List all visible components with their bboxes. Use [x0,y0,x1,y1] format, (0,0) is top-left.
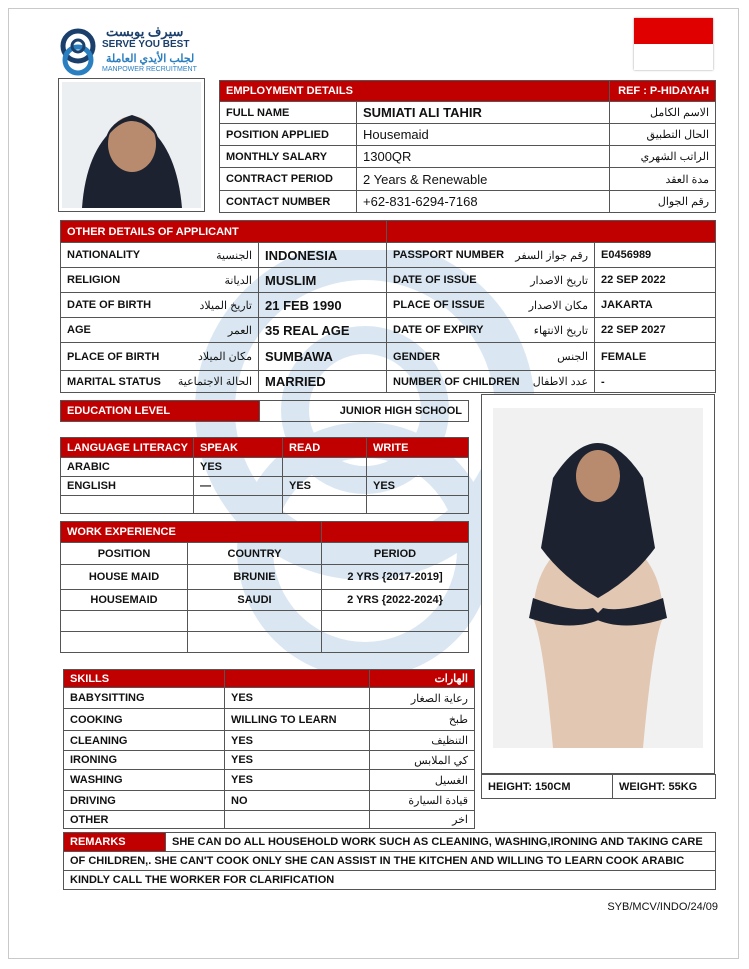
religion-arabic: الديانة [224,274,252,287]
gender-arabic: الجنس [557,351,589,363]
passport-number-value: E0456989 [595,243,716,268]
period-column-header: PERIOD [322,543,469,565]
language-literacy-table [60,437,469,514]
contract-period-arabic: مدة العقد [610,168,716,191]
passport-number-arabic: رقم جواز السفر [515,249,589,262]
speak-header: SPEAK [194,438,283,458]
language-empty [61,496,194,514]
height-value: HEIGHT: 150CM [482,775,613,799]
logo-icon [56,28,100,78]
language-arabic: ARABIC [61,458,194,477]
english-read: YES [283,477,367,496]
date-of-birth-arabic: تاريخ الميلاد [199,299,252,312]
indonesia-flag-icon [634,18,713,70]
education-level-value: JUNIOR HIGH SCHOOL [260,401,469,422]
company-logo [56,24,206,80]
language-english: ENGLISH [61,477,194,496]
place-of-birth-label: PLACE OF BIRTH [67,350,160,363]
date-of-issue-value: 22 SEP 2022 [595,268,716,293]
language-empty-speak [194,496,283,514]
skill-cooking-value: WILLING TO LEARN [225,709,370,731]
skill-babysitting-value: YES [225,688,370,709]
logo-sub: MANPOWER RECRUITMENT [102,66,197,73]
position-applied-arabic: الحال التطبيق [610,124,716,146]
position-applied-label: POSITION APPLIED [220,124,357,146]
date-of-birth-label: DATE OF BIRTH [67,299,152,311]
skills-header-arabic: الهارات [370,670,475,688]
skill-driving-arabic: قيادة السيارة [370,791,475,811]
work-experience-table [60,521,469,653]
skill-washing: WASHING [64,770,225,791]
employment-details-header: EMPLOYMENT DETAILS [220,81,610,102]
position-applied-value: Housemaid [357,124,610,146]
place-of-birth-arabic: مكان الميلاد [197,351,252,363]
education-level-label: EDUCATION LEVEL [61,401,260,422]
marital-status-value: MARRIED [259,371,387,393]
date-of-expiry-label: DATE OF EXPIRY [393,324,484,336]
skill-other-arabic: اخر [370,811,475,829]
place-of-issue-label: PLACE OF ISSUE [393,299,485,311]
monthly-salary-arabic: الراتب الشهري [610,146,716,168]
age-value: 35 REAL AGE [259,318,387,343]
write-header: WRITE [367,438,469,458]
number-of-children-arabic: عدد الاطفال [532,376,589,388]
place-of-issue-arabic: مكان الاصدار [528,299,589,312]
logo-arabic-sub: لجلب الأيدي العاملة [106,53,195,65]
face-photo-image [62,82,201,208]
work-country [188,611,322,632]
english-speak: — [194,477,283,496]
full-photo-image [493,408,703,748]
date-of-expiry-arabic: تاريخ الانتهاء [533,324,589,337]
other-details-header: OTHER DETAILS OF APPLICANT [61,221,387,243]
contract-period-label: CONTRACT PERIOD [220,168,357,191]
skill-washing-value: YES [225,770,370,791]
work-position [61,611,188,632]
date-of-issue-arabic: تاريخ الاصدار [530,274,589,287]
document-reference-code: SYB/MCV/INDO/24/09 [607,901,718,913]
logo-name: SERVE YOU BEST [102,39,190,50]
work-experience-header: WORK EXPERIENCE [61,522,322,543]
skill-other-value [225,811,370,829]
work-position [61,632,188,653]
work-period: 2 YRS {2022-2024} [322,590,469,611]
work-period [322,632,469,653]
remarks-label: REMARKS [64,833,166,852]
applicant-full-photo [481,394,715,774]
language-empty-write [367,496,469,514]
contract-period-value: 2 Years & Renewable [357,168,610,191]
full-name-label: FULL NAME [220,102,357,124]
skill-cleaning-value: YES [225,731,370,751]
remarks-line-1: SHE CAN DO ALL HOUSEHOLD WORK SUCH AS CLEANING, WASHING,IRONING AND TAKING CARE [166,833,716,852]
remarks-line-2: OF CHILDREN,. SHE CAN'T COOK ONLY SHE CAN ASSIST IN THE KITCHEN AND WILLING TO LEARN COOK ARABIC [64,852,716,871]
nationality-value: INDONESIA [259,243,387,268]
work-position: HOUSEMAID [61,590,188,611]
remarks-table [63,832,716,890]
monthly-salary-value: 1300QR [357,146,610,168]
full-name-value: SUMIATI ALI TAHIR [357,102,610,124]
skill-ironing-arabic: كي الملابس [370,751,475,770]
work-period [322,611,469,632]
monthly-salary-label: MONTHLY SALARY [220,146,357,168]
arabic-read [283,458,367,477]
gender-value: FEMALE [595,343,716,371]
position-column-header: POSITION [61,543,188,565]
skill-cooking: COOKING [64,709,225,731]
english-write: YES [367,477,469,496]
work-position: HOUSE MAID [61,565,188,590]
weight-value: WEIGHT: 55KG [613,775,716,799]
education-table [60,400,469,422]
number-of-children-label: NUMBER OF CHILDREN [393,375,520,388]
arabic-speak: YES [194,458,283,477]
contact-number-label: CONTACT NUMBER [220,191,357,213]
ref-code: REF : P-HIDAYAH [610,81,716,102]
marital-status-label: MARITAL STATUS [67,375,161,388]
place-of-issue-value: JAKARTA [595,293,716,318]
age-arabic: العمر [227,324,252,337]
work-period: 2 YRS {2017-2019] [322,565,469,590]
skill-cleaning: CLEANING [64,731,225,751]
skills-header: SKILLS [64,670,225,688]
religion-value: MUSLIM [259,268,387,293]
remarks-line-3: KINDLY CALL THE WORKER FOR CLARIFICATION [64,871,716,890]
language-literacy-header: LANGUAGE LITERACY [61,438,194,458]
skills-table [63,669,475,829]
religion-label: RELIGION [67,274,121,286]
work-country [188,632,322,653]
skill-cooking-arabic: طبخ [370,709,475,731]
other-details-table [60,220,716,393]
skill-cleaning-arabic: التنظيف [370,731,475,751]
skill-ironing-value: YES [225,751,370,770]
age-label: AGE [67,324,91,336]
skill-driving: DRIVING [64,791,225,811]
marital-status-arabic: الحالة الاجتماعية [177,376,252,388]
full-name-arabic: الاسم الكامل [610,102,716,124]
skill-washing-arabic: الغسيل [370,770,475,791]
nationality-label: NATIONALITY [67,249,141,261]
nationality-arabic: الجنسية [216,249,252,262]
contact-number-value: +62-831-6294-7168 [357,191,610,213]
applicant-face-photo [58,78,205,212]
read-header: READ [283,438,367,458]
measurements-table [481,774,716,799]
country-column-header: COUNTRY [188,543,322,565]
arabic-write [367,458,469,477]
place-of-birth-value: SUMBAWA [259,343,387,371]
logo-arabic-name: سيرف يوبست [106,24,184,39]
language-empty-read [283,496,367,514]
date-of-expiry-value: 22 SEP 2027 [595,318,716,343]
work-country: SAUDI [188,590,322,611]
passport-number-label: PASSPORT NUMBER [393,249,505,261]
skill-driving-value: NO [225,791,370,811]
work-country: BRUNIE [188,565,322,590]
skill-other: OTHER [64,811,225,829]
employment-details-table [219,80,716,213]
number-of-children-value: - [595,371,716,393]
contact-number-arabic: رقم الجوال [610,191,716,213]
skill-babysitting-arabic: رعاية الصغار [370,688,475,709]
date-of-birth-value: 21 FEB 1990 [259,293,387,318]
skill-ironing: IRONING [64,751,225,770]
gender-label: GENDER [393,350,441,363]
date-of-issue-label: DATE OF ISSUE [393,274,477,286]
skill-babysitting: BABYSITTING [64,688,225,709]
